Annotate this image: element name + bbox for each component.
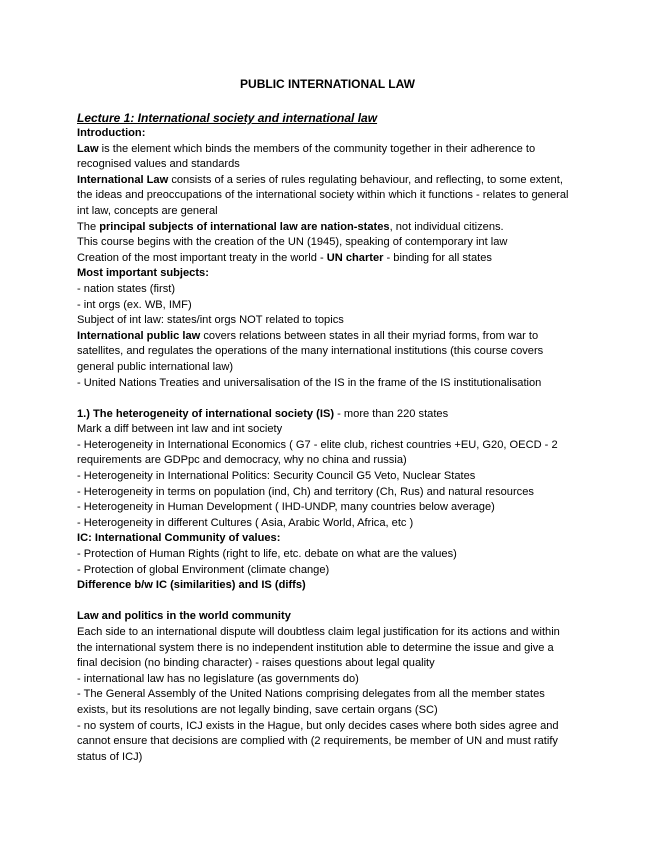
section1-heading xyxy=(77,407,577,423)
list-item: - no system of courts, ICJ exists in the Hague, but only decides cases where both sides agree and cannot ensure that decisions are complied with (2 requirements, be member of UN and must ratify status of ICJ) xyxy=(77,719,559,763)
introduction-heading: Introduction: xyxy=(77,127,146,139)
list-item: - Heterogeneity in different Cultures ( Asia, Arabic World, Africa, etc ) xyxy=(77,516,414,529)
values-heading: IC: International Community of values: xyxy=(77,532,281,545)
list-item: - Protection of Human Rights (right to life, etc. debate on what are the values) xyxy=(77,548,457,561)
spacer xyxy=(77,391,577,407)
international-law-term: International Law xyxy=(77,173,169,186)
list-item: - Heterogeneity in International Economics ( G7 - elite club, richest countries +EU, G20, OECD - 2 requirements are GDPpc and democracy, why no china and russia) xyxy=(77,438,558,467)
list-item: - The General Assembly of the United Nations comprising delegates from all the member states exists, but its resolutions are not legally binding, save certain organs (SC) xyxy=(77,688,545,716)
subjects-suffix: , not individual citizens. xyxy=(389,220,504,233)
section1-heading-text: 1.) The heterogeneity of international society (IS) xyxy=(77,407,335,420)
international-law-text: consists of a series of rules regulating behaviour, and reflecting, to some extent, the ideas and preoccupations of the international society within which it functions - relates to general int law, concepts are general xyxy=(77,173,569,217)
subject-note: Subject of int law: states/int orgs NOT related to topics xyxy=(77,314,344,327)
list-item: - Heterogeneity in terms on population (ind, Ch) and territory (Ch, Rus) and natural resources xyxy=(77,485,534,498)
public-law-term: International public law xyxy=(77,329,201,342)
section2-heading: Law and politics in the world community xyxy=(77,610,291,623)
subjects-heading: Most important subjects: xyxy=(77,267,209,280)
difference-heading: Difference b/w IC (similarities) and IS (diffs) xyxy=(77,579,306,592)
course-line: This course begins with the creation of the UN (1945), speaking of contemporary int law xyxy=(77,236,508,249)
subjects-prefix: The xyxy=(77,220,100,233)
treaty-suffix: - binding for all states xyxy=(383,251,492,264)
law-definition xyxy=(77,142,577,173)
list-item: - international law has no legislature (as governments do) xyxy=(77,672,359,685)
list-item: - nation states (first) xyxy=(77,282,176,295)
list-item: - Heterogeneity in International Politics: Security Council G5 Veto, Nuclear States xyxy=(77,470,476,483)
list-item: - int orgs (ex. WB, IMF) xyxy=(77,298,192,311)
document-body xyxy=(77,110,577,765)
document-title: PUBLIC INTERNATIONAL LAW xyxy=(240,77,415,91)
list-item: - Protection of global Environment (climate change) xyxy=(77,563,330,576)
public-law-definition xyxy=(77,329,577,376)
treaty-line xyxy=(77,251,577,267)
treaty-bold: UN charter xyxy=(326,251,384,264)
law-text: is the element which binds the members of the community together in their adherence to recognised values and standards xyxy=(77,142,536,171)
treaty-prefix: Creation of the most important treaty in the world - xyxy=(77,251,327,264)
section2-paragraph: Each side to an international dispute will doubtless claim legal justification for its actions and within the international system there is no independent institution able to determine the issue and give a final decision (no binding character) - raises questions about legal quality xyxy=(77,626,560,670)
spacer xyxy=(77,594,577,610)
section1-heading-suffix: - more than 220 states xyxy=(334,407,449,420)
subjects-bold: principal subjects of international law are nation-states xyxy=(99,220,390,233)
un-treaties-line: - United Nations Treaties and universalisation of the IS in the frame of the IS institutionalisation xyxy=(77,376,542,389)
list-item: - Heterogeneity in Human Development ( IHD-UNDP, many countries below average) xyxy=(77,501,495,514)
section1-intro: Mark a diff between int law and int society xyxy=(77,423,283,436)
international-law-definition xyxy=(77,173,577,220)
public-law-text: covers relations between states in all their myriad forms, from war to satellites, and regulates the operations of the many international institutions (this course covers general public international law) xyxy=(77,329,544,373)
lecture-heading: Lecture 1: International society and international law xyxy=(77,111,378,125)
subjects-line xyxy=(77,220,577,236)
law-term: Law xyxy=(77,142,99,155)
